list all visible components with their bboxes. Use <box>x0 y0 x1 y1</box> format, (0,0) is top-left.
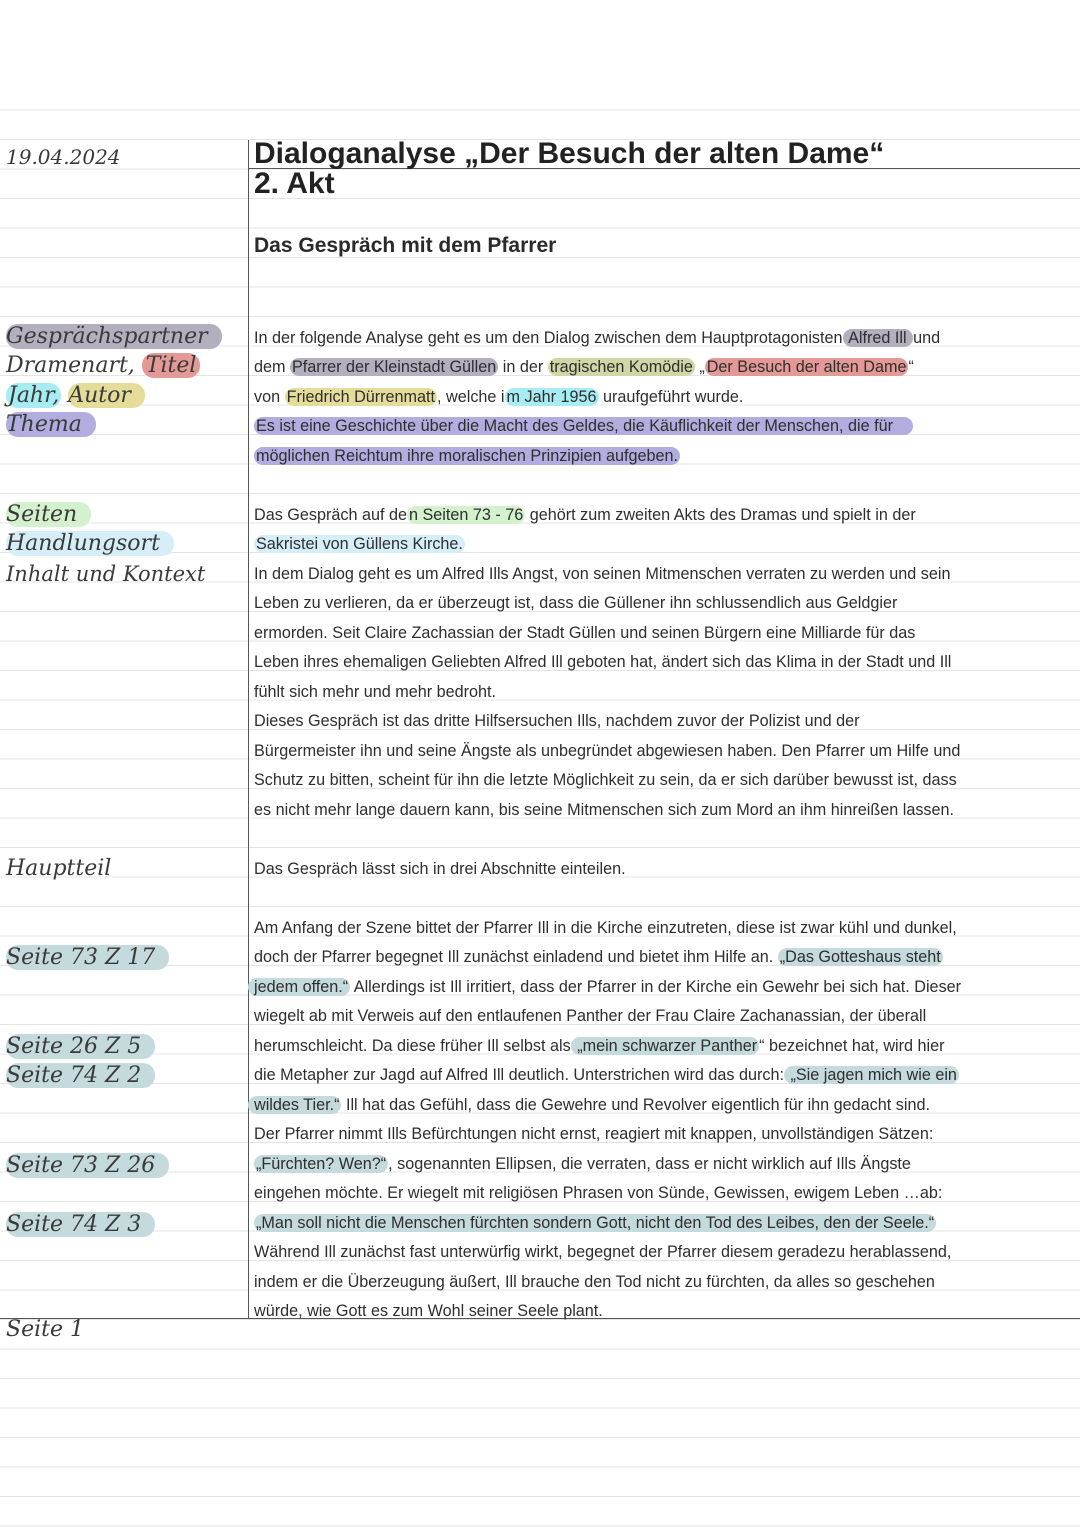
margin-note-handlungsort: Handlungsort <box>6 531 174 557</box>
text-line: fühlt sich mehr und mehr bedroht. <box>254 683 497 701</box>
margin-ref-seite-74-z-3: Seite 74 Z 3 <box>6 1212 155 1238</box>
text-line: „Fürchten? Wen?“ , sogenannten Ellipsen, die verraten, dass er nicht wirklich auf Ills Ängste <box>256 1155 911 1173</box>
subtitle: Das Gespräch mit dem Pfarrer <box>254 234 557 257</box>
text-line: Dieses Gespräch ist das dritte Hilfsersuchen Ills, nachdem zuvor der Polizist und der <box>254 712 860 730</box>
margin-line <box>248 140 249 1318</box>
margin-note-hauptteil: Hauptteil <box>6 856 112 881</box>
margin-ref-seite-26-z-5: Seite 26 Z 5 <box>6 1034 155 1060</box>
text-line: wiegelt ab mit Verweis auf den entlaufenen Panther der Frau Claire Zachanassian, der überall <box>254 1007 927 1025</box>
text-line: In der folgende Analyse geht es um den Dialog zwischen dem Hauptprotagonisten Alfred Ill und <box>254 329 941 347</box>
text-line: Leben ihres ehemaligen Geliebten Alfred Ill geboten hat, ändert sich das Klima in der Stadt und Ill <box>254 653 952 671</box>
text-line: von Friedrich Dürrenmatt , welche i m Jahr 1956 uraufgeführt wurde. <box>254 388 744 406</box>
text-line: eingehen möchte. Er wiegelt mit religiösen Phrasen von Sünde, Gewissen, ewigem Leben …ab: <box>254 1184 943 1202</box>
text-line: Leben zu verlieren, da er überzeugt ist, dass die Güllener ihn schlussendlich aus Geldgier <box>254 594 898 612</box>
act-heading: 2. Akt <box>254 167 335 200</box>
text-line: jedem offen.“ Allerdings ist Ill irritiert, dass der Pfarrer in der Kirche ein Gewehr bei sich hat. Dieser <box>248 977 961 997</box>
margin-note-seiten: Seiten <box>6 502 91 528</box>
margin-ref-seite-73-z-17: Seite 73 Z 17 <box>6 945 169 971</box>
text-line: Das Gespräch auf de n Seiten 73 - 76 gehört zum zweiten Akts des Dramas und spielt in der <box>254 506 916 524</box>
text-line: Das Gespräch lässt sich in drei Abschnitte einteilen. <box>254 860 626 878</box>
text-line: Am Anfang der Szene bittet der Pfarrer Ill in die Kirche einzutreten, diese ist zwar kühl und dunkel, <box>254 919 957 937</box>
margin-note-jahr-autor: Jahr, Autor <box>6 383 145 409</box>
margin-note-inhalt: Inhalt und Kontext <box>6 562 206 586</box>
text-line: Der Pfarrer nimmt Ills Befürchtungen nicht ernst, reagiert mit knappen, unvollständigen Sätzen: <box>254 1125 934 1143</box>
margin-ref-seite-74-z-2: Seite 74 Z 2 <box>6 1063 155 1089</box>
page-number: Seite 1 <box>6 1317 84 1342</box>
page-title: Dialoganalyse „Der Besuch der alten Dame“ <box>254 137 885 170</box>
text-line: Es ist eine Geschichte über die Macht des Geldes, die Käuflichkeit der Menschen, die für <box>254 416 913 436</box>
text-line: würde, wie Gott es zum Wohl seiner Seele plant. <box>254 1302 603 1320</box>
margin-note-gespraechspartner: Gesprächspartner <box>6 324 222 350</box>
text-line: herumschleicht. Da diese früher Ill selbst als „mein schwarzer Panther “ bezeichnet hat, wird hier <box>254 1037 945 1055</box>
text-line: In dem Dialog geht es um Alfred Ills Angst, von seinen Mitmenschen verraten zu werden und sein <box>254 565 951 583</box>
text-line: Schutz zu bitten, scheint für ihn die letzte Möglichkeit zu sein, da er sich darüber bewusst ist, dass <box>254 771 957 789</box>
text-line: möglichen Reichtum ihre moralischen Prinzipien aufgeben. <box>256 447 678 465</box>
text-line: Bürgermeister ihn und seine Ängste als unbegründet abgewiesen haben. Den Pfarrer um Hilfe und <box>254 742 961 760</box>
text-line: dem Pfarrer der Kleinstadt Güllen in der tragischen Komödie „ Der Besuch der alten Dame “ <box>254 358 914 376</box>
margin-ref-seite-73-z-26: Seite 73 Z 26 <box>6 1153 169 1179</box>
text-line: indem er die Überzeugung äußert, Ill brauche den Tod nicht zu fürchten, da alles so geschehen <box>254 1273 935 1291</box>
text-line: wildes Tier.“ Ill hat das Gefühl, dass die Gewehre und Revolver eigentlich für ihn gedacht sind. <box>248 1095 930 1115</box>
text-line: ermorden. Seit Claire Zachassian der Stadt Güllen und seinen Bürgern eine Milliarde für das <box>254 624 916 642</box>
text-line: die Metapher zur Jagd auf Alfred Ill deutlich. Unterstrichen wird das durch: „Sie jagen mich wie ein <box>254 1066 957 1084</box>
margin-note-thema: Thema <box>6 412 96 438</box>
text-line: es nicht mehr lange dauern kann, bis seine Mitmenschen sich zum Mord an ihm hinreißen lassen. <box>254 801 955 819</box>
date: 19.04.2024 <box>6 145 121 169</box>
text-line: Während Ill zunächst fast unterwürfig wirkt, begegnet der Pfarrer diesem geradezu herablassend, <box>254 1243 952 1261</box>
text-line: doch der Pfarrer begegnet Ill zunächst einladend und bietet ihm Hilfe an. „Das Gotteshaus steht <box>254 948 941 966</box>
text-line: „Man soll nicht die Menschen fürchten sondern Gott, nicht den Tod des Leibes, den der Seele.“ <box>256 1214 935 1232</box>
margin-note-dramenart: Dramenart, Titel <box>6 353 200 379</box>
text-line: Sakristei von Güllens Kirche. <box>256 535 463 553</box>
